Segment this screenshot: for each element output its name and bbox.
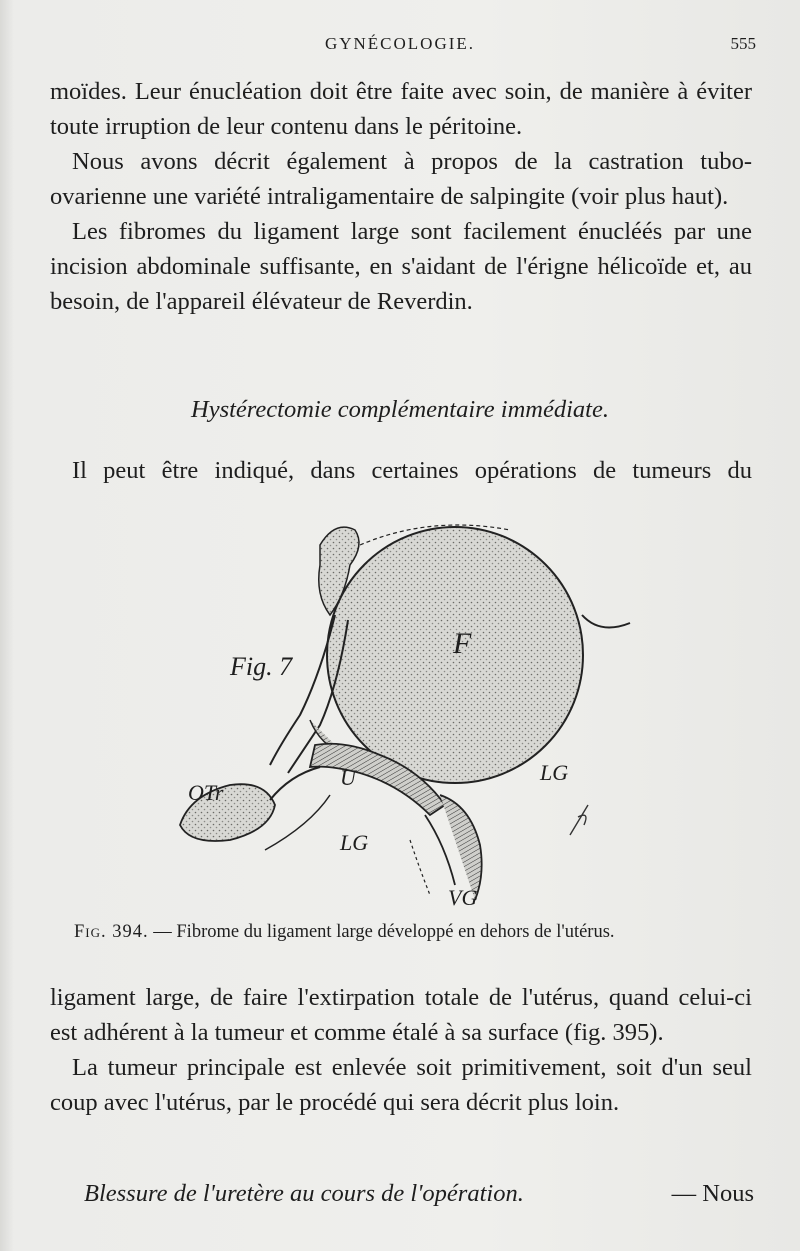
- body-text-intro: [50, 453, 752, 488]
- caption-text: — Fibrome du ligament large développé en dehors de l'utérus.: [153, 922, 615, 942]
- paragraph: ligament large, de faire l'extirpation totale de l'utérus, quand celui-ci est adhérent à la tumeur et comme étalé à sa surface (fig. 395).: [50, 984, 752, 1046]
- paragraph: Nous avons décrit également à propos de la castration tubo-ovarienne une variété intraligamentaire de salpingite (voir plus haut).: [50, 148, 752, 210]
- label-lg-bottom: LG: [340, 830, 369, 855]
- figure-illustration: [170, 505, 640, 910]
- label-vg: VG: [448, 885, 478, 910]
- label-fig7: Fig. 7: [230, 652, 293, 681]
- page-header: [0, 34, 800, 58]
- running-title: GYNÉCOLOGIE.: [324, 34, 476, 53]
- label-otr: OTr: [188, 780, 224, 805]
- paragraph: La tumeur principale est enlevée soit primitivement, soit d'un seul coup avec l'utérus, par le procédé qui sera décrit plus loin.: [50, 1054, 752, 1116]
- page-number: 555: [730, 34, 756, 53]
- label-uterus: U: [340, 765, 356, 790]
- paragraph: moïdes. Leur énucléation doit être faite avec soin, de manière à éviter toute irruption de leur contenu dans le péritoine.: [50, 78, 752, 140]
- paragraph: Il peut être indiqué, dans certaines opérations de tumeurs du: [72, 457, 752, 484]
- subsection-heading: Blessure de l'uretère au cours de l'opération.: [84, 1180, 524, 1207]
- body-text-bottom: [50, 980, 752, 1120]
- last-line: [84, 1180, 754, 1208]
- body-text-top: [50, 74, 752, 319]
- label-lg-right: LG: [540, 760, 569, 785]
- label-tumor: F: [453, 627, 472, 660]
- figure-caption: [74, 922, 754, 943]
- last-line-tail: — Nous: [671, 1180, 754, 1207]
- anatomical-figure: [170, 505, 640, 910]
- section-title: Hystérectomie complémentaire immédiate.: [191, 396, 609, 423]
- caption-label: Fig. 394.: [74, 922, 149, 942]
- paragraph: Les fibromes du ligament large sont facilement énucléés par une incision abdominale suffisante, en s'aidant de l'érigne hélicoïde et, au besoin, de l'appareil élévateur de Reverdin.: [50, 218, 752, 315]
